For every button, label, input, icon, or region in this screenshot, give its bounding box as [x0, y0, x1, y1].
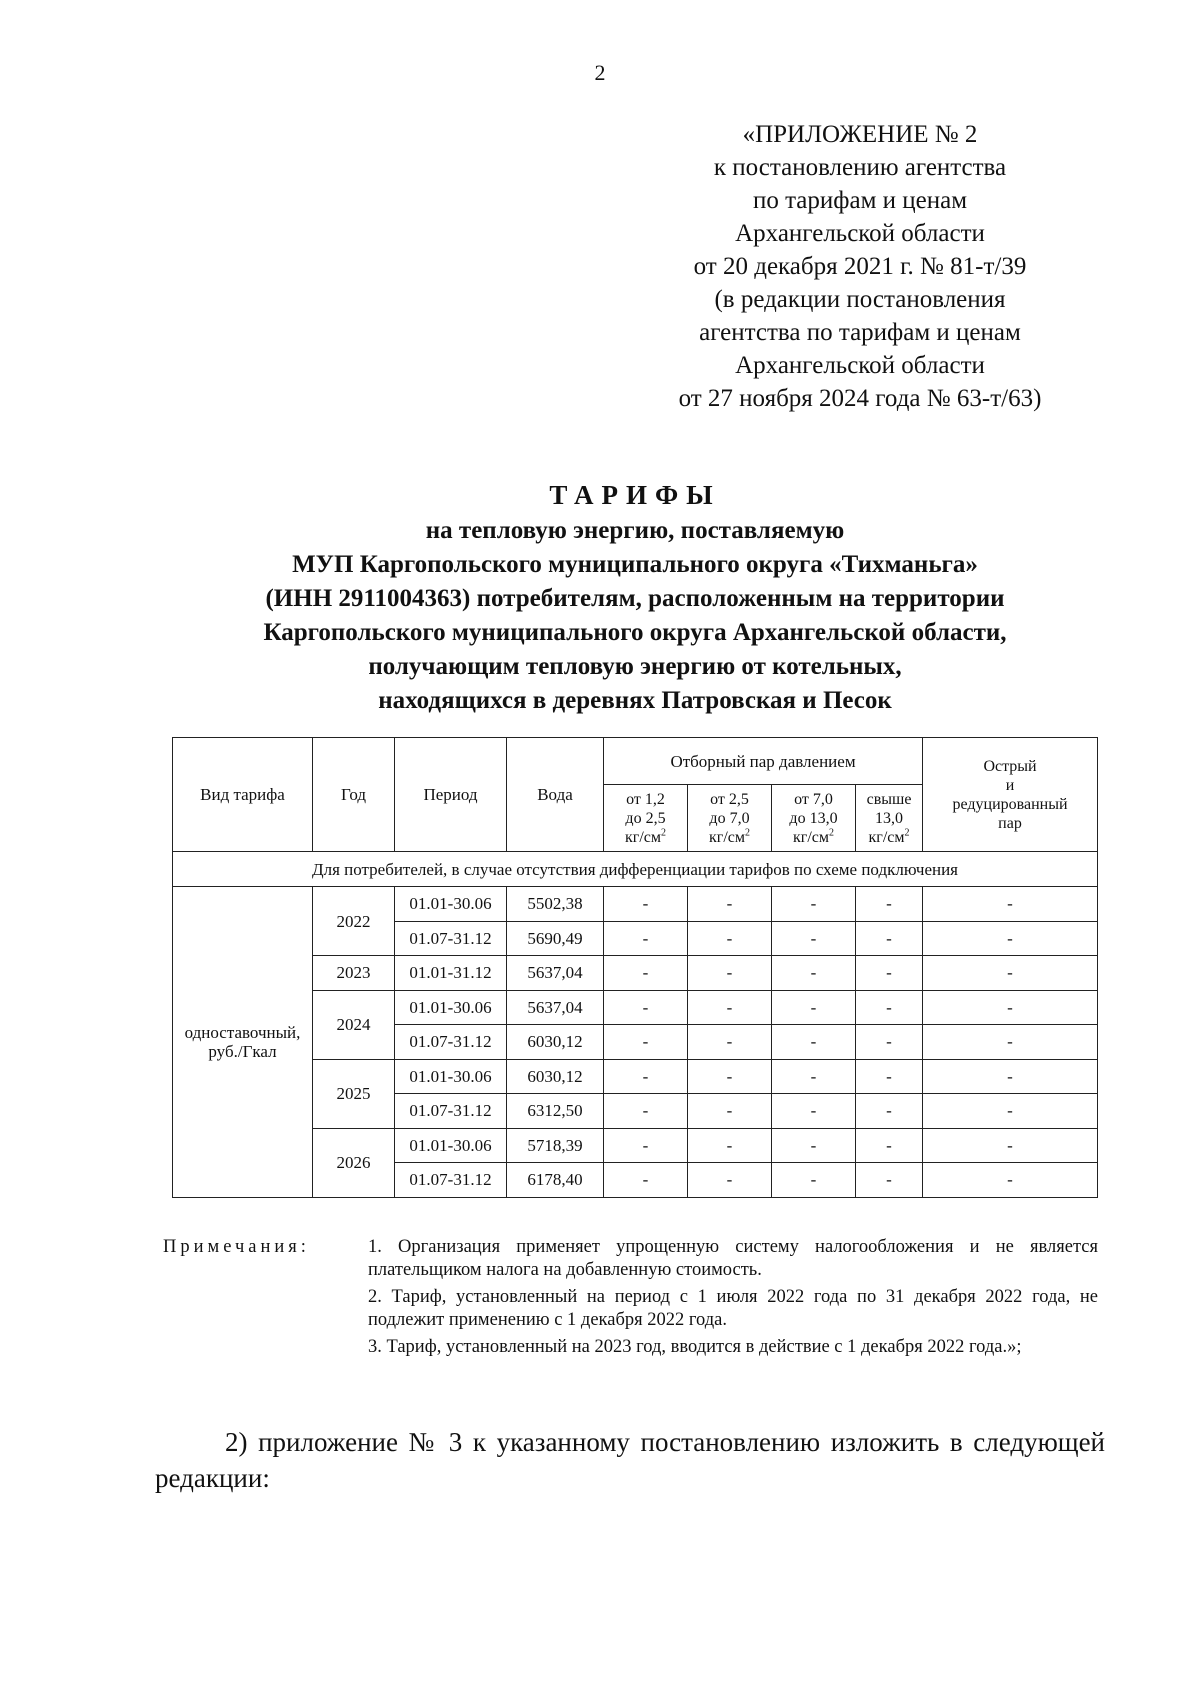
header-steam: Отборный пар давлением [604, 738, 923, 785]
water-cell: 5718,39 [507, 1128, 604, 1163]
tariff-type-cell [173, 887, 313, 1198]
dash-cell: - [856, 921, 923, 956]
appendix-line: Архангельской области [735, 220, 985, 247]
dash-cell: - [856, 1025, 923, 1060]
period-cell: 01.07-31.12 [395, 921, 507, 956]
table-row [173, 887, 1098, 922]
dash-cell: - [604, 921, 688, 956]
title-main: ТАРИФЫ [549, 480, 721, 510]
period-cell: 01.01-31.12 [395, 956, 507, 991]
note-item: 2. Тариф, установленный на период с 1 июля 2022 года по 31 декабря 2022 года, не подлежит применению с 1 декабря 2022 года. [368, 1287, 1098, 1330]
notes-list [368, 1236, 1098, 1363]
water-cell: 5690,49 [507, 921, 604, 956]
dash-cell: - [772, 887, 856, 922]
dash-cell: - [923, 1094, 1098, 1129]
header-sharp-line: Острый [983, 757, 1037, 775]
title-line: находящихся в деревнях Патровская и Песок [378, 687, 892, 714]
tariff-label-line: одноставочный, [184, 1022, 301, 1042]
dash-cell: - [923, 1128, 1098, 1163]
water-cell: 6030,12 [507, 1059, 604, 1094]
water-cell: 5637,04 [507, 956, 604, 991]
dash-cell: - [856, 1059, 923, 1094]
period-cell: 01.01-30.06 [395, 1128, 507, 1163]
consumer-note-row [173, 852, 1098, 887]
dash-cell: - [772, 956, 856, 991]
dash-cell: - [923, 1059, 1098, 1094]
water-cell: 5502,38 [507, 887, 604, 922]
steam-col-line: до 7,0 [709, 809, 750, 827]
header-tariff-type: Вид тарифа [173, 738, 313, 852]
dash-cell: - [772, 1094, 856, 1129]
appendix-line: от 27 ноября 2024 года № 63-т/63) [678, 385, 1042, 412]
year-cell: 2024 [313, 990, 395, 1059]
header-water: Вода [507, 738, 604, 852]
header-sharp-line: пар [998, 814, 1022, 832]
dash-cell: - [856, 887, 923, 922]
appendix-line: агентства по тарифам и ценам [699, 319, 1021, 346]
title-line: (ИНН 2911004363) потребителям, расположенным на территории [265, 585, 1005, 612]
dash-cell: - [604, 1163, 688, 1198]
steam-col-line: от 1,2 [626, 790, 665, 808]
steam-col-unit: $кг/см^2$ [624, 827, 666, 846]
dash-cell: - [604, 1128, 688, 1163]
year-cell: 2026 [313, 1128, 395, 1197]
consumer-note: Для потребителей, в случае отсутствия дифференциации тарифов по схеме подключения [173, 852, 1098, 887]
header-steam-col-1 [604, 785, 688, 852]
year-cell: 2025 [313, 1059, 395, 1128]
dash-cell: - [604, 1059, 688, 1094]
header-steam-col-4 [856, 785, 923, 852]
dash-cell: - [772, 1128, 856, 1163]
dash-cell: - [688, 1059, 772, 1094]
dash-cell: - [604, 887, 688, 922]
dash-cell: - [923, 1163, 1098, 1198]
header-year: Год [313, 738, 395, 852]
steam-col-line: 13,0 [875, 809, 903, 827]
dash-cell: - [688, 990, 772, 1025]
dash-cell: - [604, 956, 688, 991]
steam-col-unit-text: кг/см [868, 828, 905, 846]
dash-cell: - [772, 1025, 856, 1060]
appendix-line: Архангельской области [735, 352, 985, 379]
header-sharp-line: и [1005, 776, 1015, 794]
steam-col-line: до 2,5 [625, 809, 666, 827]
header-steam-col-3 [772, 785, 856, 852]
period-cell: 01.01-30.06 [395, 1059, 507, 1094]
steam-col-line: от 2,5 [710, 790, 749, 808]
period-cell: 01.07-31.12 [395, 1094, 507, 1129]
dash-cell: - [923, 887, 1098, 922]
note-item: 1. Организация применяет упрощенную систему налогообложения и не является плательщиком налога на добавленную стоимость. [368, 1237, 1098, 1280]
header-steam-col-2 [688, 785, 772, 852]
steam-col-unit: $кг/см^2$ [868, 827, 910, 846]
dash-cell: - [772, 1163, 856, 1198]
tariffs-table [172, 737, 1098, 1198]
dash-cell: - [772, 921, 856, 956]
closing-paragraph: 2) приложение № 3 к указанному постановлению изложить в следующей редакции: [155, 1427, 1105, 1493]
dash-cell: - [923, 956, 1098, 991]
header-period: Период [395, 738, 507, 852]
title-line: получающим тепловую энергию от котельных, [368, 653, 902, 680]
dash-cell: - [688, 1094, 772, 1129]
dash-cell: - [856, 956, 923, 991]
title-line: на тепловую энергию, поставляемую [425, 517, 845, 544]
dash-cell: - [923, 921, 1098, 956]
steam-col-line: от 7,0 [794, 790, 833, 808]
appendix-header [600, 118, 1120, 415]
steam-col-unit-text: кг/см [708, 828, 745, 846]
header-sharp-line: редуцированный [952, 795, 1068, 813]
note-item: 3. Тариф, установленный на 2023 год, вводится в действие с 1 декабря 2022 года.»; [368, 1337, 1022, 1357]
dash-cell: - [688, 956, 772, 991]
dash-cell: - [688, 1025, 772, 1060]
water-cell: 6312,50 [507, 1094, 604, 1129]
document-title [140, 478, 1130, 718]
dash-cell: - [688, 1163, 772, 1198]
page-number: 2 [594, 60, 606, 85]
water-cell: 5637,04 [507, 990, 604, 1025]
dash-cell: - [856, 990, 923, 1025]
title-line: Каргопольского муниципального округа Архангельской области, [263, 619, 1007, 646]
appendix-line: по тарифам и ценам [752, 187, 968, 214]
dash-cell: - [604, 1025, 688, 1060]
steam-col-line: свыше [866, 790, 912, 808]
steam-col-line: до 13,0 [789, 809, 838, 827]
dash-cell: - [923, 1025, 1098, 1060]
dash-cell: - [688, 887, 772, 922]
dash-cell: - [856, 1094, 923, 1129]
water-cell: 6030,12 [507, 1025, 604, 1060]
header-sharp-steam [923, 738, 1098, 852]
water-cell: 6178,40 [507, 1163, 604, 1198]
appendix-line: «ПРИЛОЖЕНИЕ № 2 [742, 121, 978, 148]
period-cell: 01.07-31.12 [395, 1025, 507, 1060]
dash-cell: - [772, 1059, 856, 1094]
dash-cell: - [856, 1128, 923, 1163]
dash-cell: - [688, 1128, 772, 1163]
appendix-line: от 20 декабря 2021 г. № 81-т/39 [693, 253, 1027, 280]
steam-col-unit: $кг/см^2$ [708, 827, 750, 846]
steam-col-unit-text: кг/см [792, 828, 829, 846]
steam-col-unit: $кг/см^2$ [792, 827, 834, 846]
dash-cell: - [923, 990, 1098, 1025]
dash-cell: - [604, 1094, 688, 1129]
table-header-row [173, 738, 1098, 785]
period-cell: 01.01-30.06 [395, 990, 507, 1025]
dash-cell: - [772, 990, 856, 1025]
dash-cell: - [856, 1163, 923, 1198]
appendix-line: (в редакции постановления [714, 286, 1006, 313]
steam-col-unit-text: кг/см [624, 828, 661, 846]
tariff-label-line: руб./Гкал [208, 1041, 277, 1061]
dash-cell: - [688, 921, 772, 956]
dash-cell: - [604, 990, 688, 1025]
title-line: МУП Каргопольского муниципального округа «Тихманьга» [292, 551, 978, 578]
year-cell: 2023 [313, 956, 395, 991]
period-cell: 01.07-31.12 [395, 1163, 507, 1198]
appendix-line: к постановлению агентства [713, 154, 1007, 181]
period-cell: 01.01-30.06 [395, 887, 507, 922]
year-cell: 2022 [313, 887, 395, 956]
notes-label: Примечания: [163, 1237, 310, 1257]
